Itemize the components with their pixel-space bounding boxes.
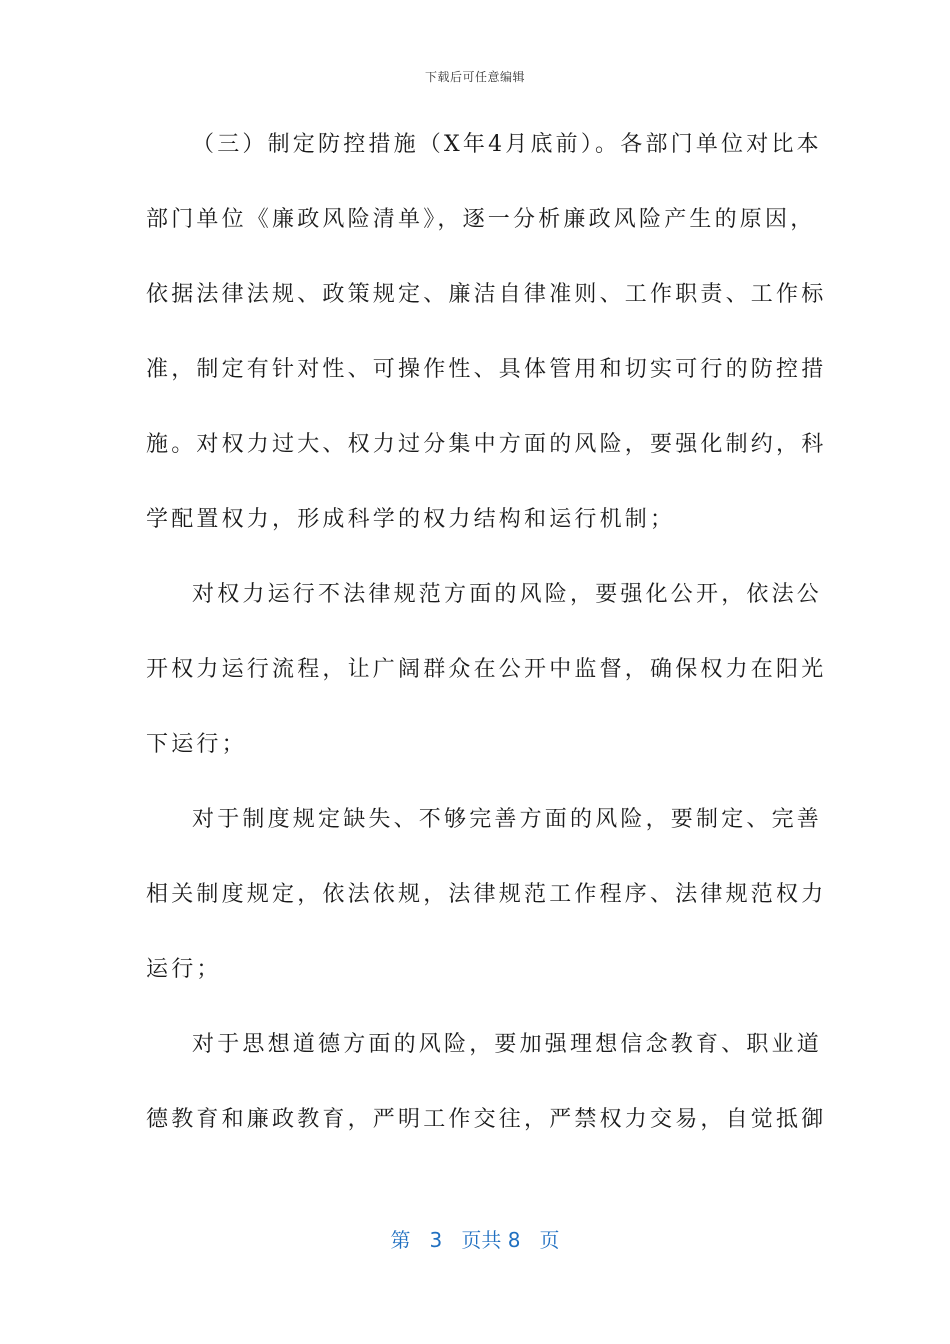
paragraph-line: 对于思想道德方面的风险，要加强理想信念教育、职业道 (192, 1032, 823, 1057)
paragraph-line: 依据法律法规、政策规定、廉洁自律准则、工作职责、工作标 (146, 282, 827, 307)
paragraph-line: 开权力运行流程，让广阔群众在公开中监督，确保权力在阳光 (146, 657, 827, 682)
body-text (146, 120, 827, 1170)
paragraph-line: 施。对权力过大、权力过分集中方面的风险，要强化制约，科 (146, 432, 827, 457)
paragraph-line: 准，制定有针对性、可操作性、具体管用和切实可行的防控措 (146, 357, 827, 382)
page-footer (0, 1224, 950, 1253)
page-prefix: 第 (390, 1228, 411, 1252)
paragraph-line: 德教育和廉政教育，严明工作交往，严禁权力交易，自觉抵御 (146, 1107, 827, 1132)
paragraph-line: （三）制定防控措施（X年4月底前）。各部门单位对比本 (192, 132, 822, 157)
page-suffix: 页 (539, 1228, 560, 1252)
page-middle: 页共 (461, 1228, 502, 1252)
total-pages-number: 8 (507, 1228, 521, 1252)
header-note: 下载后可任意编辑 (424, 70, 525, 84)
paragraph-line: 下运行； (146, 732, 247, 757)
paragraph-line: 学配置权力，形成科学的权力结构和运行机制； (146, 507, 676, 532)
paragraph-line: 对权力运行不法律规范方面的风险，要强化公开，依法公 (192, 582, 823, 607)
paragraph-line: 对于制度规定缺失、不够完善方面的风险，要制定、完善 (192, 807, 823, 832)
paragraph-line: 部门单位《廉政风险清单》，逐一分析廉政风险产生的原因， (146, 207, 816, 232)
paragraph-line: 相关制度规定，依法依规，法律规范工作程序、法律规范权力 (146, 882, 827, 907)
current-page-number: 3 (429, 1228, 443, 1252)
paragraph-line: 运行； (146, 957, 222, 982)
